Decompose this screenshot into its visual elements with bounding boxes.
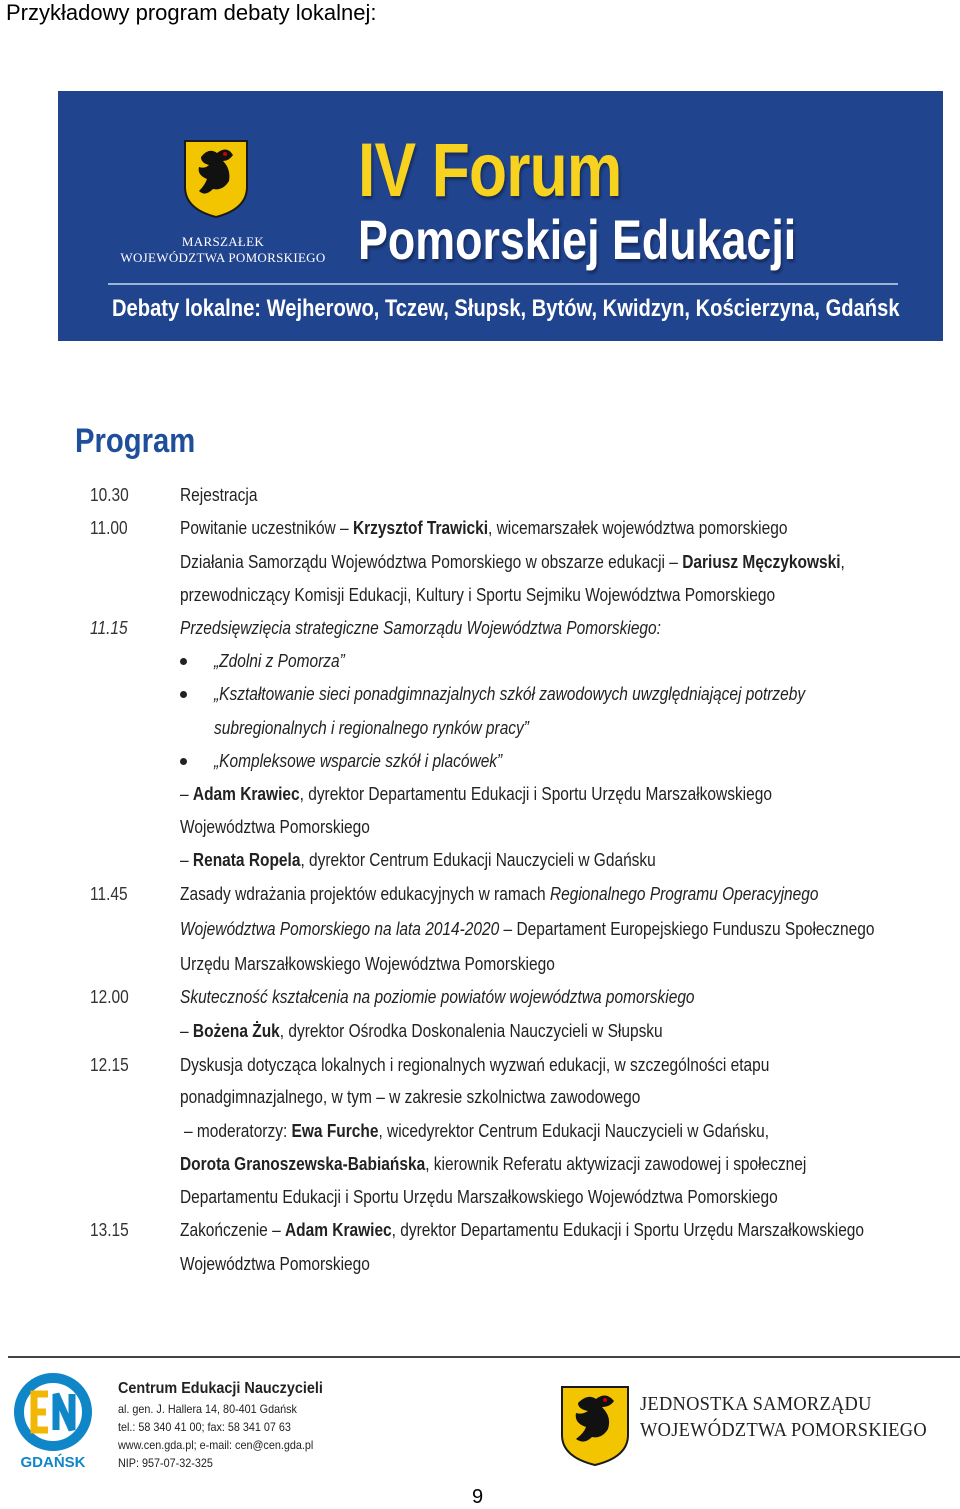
footer-divider (8, 1356, 960, 1358)
cen-logo-text: GDAŃSK (20, 1454, 86, 1470)
banner-divider (108, 283, 898, 285)
program-item: Województwa Pomorskiego (180, 817, 370, 837)
program-item: Urzędu Marszałkowskiego Województwa Pomorskiego (180, 954, 555, 974)
program-item: Zasady wdrażania projektów edukacyjnych w ramach Regionalnego Programu Operacyjnego (180, 884, 819, 904)
program-title: Program (75, 422, 196, 460)
cen-logo-icon (12, 1372, 94, 1470)
debates-locations: Debaty lokalne: Wejherowo, Tczew, Słupsk, Bytów, Kwidzyn, Kościerzyna, Gdańsk (112, 295, 900, 322)
program-item: – Bożena Żuk, dyrektor Ośrodka Doskonalenia Nauczycieli w Słupsku (180, 1021, 663, 1041)
program-item: Przedsięwzięcia strategiczne Samorządu Województwa Pomorskiego: (180, 618, 661, 638)
cen-address: al. gen. J. Hallera 14, 80-401 Gdańsk (118, 1402, 297, 1416)
program-item: – Adam Krawiec, dyrektor Departamentu Edukacji i Sportu Urzędu Marszałkowskiego (180, 784, 772, 804)
program-item: Departamentu Edukacji i Sportu Urzędu Marszałkowskiego Województwa Pomorskiego (180, 1187, 778, 1207)
time-slot: 10.30 (90, 485, 129, 505)
forum-title: IV Forum (358, 128, 622, 213)
cen-phone: tel.: 58 340 41 00; fax: 58 341 07 63 (118, 1420, 291, 1434)
bullet-icon (180, 758, 187, 765)
griffin-crest-icon (183, 139, 249, 219)
griffin-crest-icon (560, 1385, 630, 1467)
program-item: Województwa Pomorskiego na lata 2014-2020 – Departament Europejskiego Funduszu Społecznego (180, 919, 875, 939)
bullet-icon (180, 691, 187, 698)
program-item: Działania Samorządu Województwa Pomorskiego w obszarze edukacji – Dariusz Męczykowski, (180, 552, 845, 572)
marshal-label: MARSZAŁEK WOJEWÓDZTWA POMORSKIEGO (120, 234, 326, 265)
program-item: – Renata Ropela, dyrektor Centrum Edukacji Nauczycieli w Gdańsku (180, 850, 656, 870)
page-number: 9 (472, 1486, 484, 1508)
forum-banner (58, 91, 943, 341)
document-heading: Przykładowy program debaty lokalnej: (6, 0, 377, 25)
program-subitem: „Kompleksowe wsparcie szkół i placówek” (214, 751, 503, 771)
bullet-icon (180, 658, 187, 665)
program-item: Powitanie uczestników – Krzysztof Trawicki, wicemarszałek województwa pomorskiego (180, 518, 788, 538)
program-item: – moderatorzy: Ewa Furche, wicedyrektor Centrum Edukacji Nauczycieli w Gdańsku, (184, 1121, 770, 1141)
time-slot: 13.15 (90, 1220, 129, 1240)
forum-subtitle: Pomorskiej Edukacji (358, 208, 797, 271)
time-slot: 11.15 (90, 618, 128, 638)
program-item: Dorota Granoszewska-Babiańska, kierownik Referatu aktywizacji zawodowej i społecznej (180, 1154, 807, 1174)
program-item: Zakończenie – Adam Krawiec, dyrektor Departamentu Edukacji i Sportu Urzędu Marszałkowskiego (180, 1220, 865, 1240)
cen-name: Centrum Edukacji Nauczycieli (118, 1380, 323, 1397)
program-item: przewodniczący Komisji Edukacji, Kultury i Sportu Sejmiku Województwa Pomorskiego (180, 585, 776, 605)
jst-line-2: WOJEWÓDZTWA POMORSKIEGO (640, 1419, 927, 1441)
cen-web: www.cen.gda.pl; e-mail: cen@cen.gda.pl (118, 1438, 314, 1452)
program-item: Województwa Pomorskiego (180, 1254, 370, 1274)
program-subitem: „Kształtowanie sieci ponadgimnazjalnych szkół zawodowych uwzględniającej potrzeby (214, 684, 806, 704)
jst-line-1: JEDNOSTKA SAMORZĄDU (640, 1393, 872, 1415)
time-slot: 12.00 (90, 987, 129, 1007)
time-slot: 11.00 (90, 518, 128, 538)
program-item: Dyskusja dotycząca lokalnych i regionalnych wyzwań edukacji, w szczególności etapu (180, 1055, 770, 1075)
program-subitem: „Zdolni z Pomorza” (214, 651, 345, 671)
time-slot: 12.15 (90, 1055, 129, 1075)
cen-nip: NIP: 957-07-32-325 (118, 1456, 213, 1470)
program-item: ponadgimnazjalnego, w tym – w zakresie szkolnictwa zawodowego (180, 1087, 641, 1107)
program-item: Skuteczność kształcenia na poziomie powiatów województwa pomorskiego (180, 987, 695, 1007)
time-slot: 11.45 (90, 884, 128, 904)
program-item: Rejestracja (180, 485, 258, 505)
program-subitem: subregionalnych i regionalnego rynków pracy” (214, 718, 529, 738)
